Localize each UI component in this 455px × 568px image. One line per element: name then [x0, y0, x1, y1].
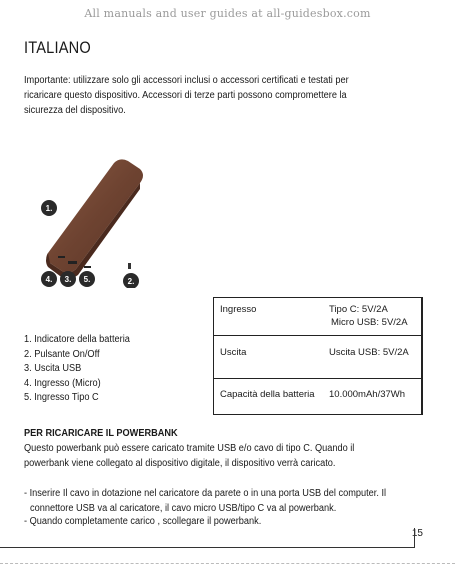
page-title: ITALIANO	[24, 38, 91, 57]
legend-item-typec-input: 5. Ingresso Tipo C	[24, 392, 99, 403]
callout-4	[41, 271, 57, 287]
spec-value: Uscita USB: 5V/2A	[329, 347, 409, 358]
specifications-table	[213, 297, 423, 415]
legend-item-micro-input: 4. Ingresso (Micro)	[24, 377, 101, 389]
spec-value: Tipo C: 5V/2A	[329, 304, 388, 315]
callout-5	[79, 271, 95, 287]
component-legend	[24, 333, 130, 406]
table-divider	[214, 378, 421, 379]
footer-rule	[0, 547, 415, 548]
charging-step-1: - Inserire Il cavo in dotazione nel caricatore da parete o in una porta USB del computer. Il	[24, 488, 387, 499]
powerbank-image	[36, 153, 146, 288]
callout-1	[41, 200, 57, 216]
svg-text:3.: 3.	[64, 275, 72, 284]
page-number: 15	[411, 528, 423, 539]
spec-label: Capacità della batteria	[220, 389, 315, 400]
svg-text:4.: 4.	[45, 275, 53, 284]
spec-value: 10.000mAh/37Wh	[329, 389, 406, 400]
footer-rule-vertical	[414, 528, 415, 547]
charging-paragraph: Questo powerbank può essere caricato tramite USB e/o cavo di tipo C. Quando il powerbank viene collegato al dispositivo digitale, il dispositivo verrà caricato.	[24, 443, 355, 469]
legend-item-usb-output: 3. Uscita USB	[24, 363, 82, 374]
legend-item-battery-indicator: 1. Indicatore della batteria	[24, 334, 130, 345]
callout-3	[60, 271, 76, 287]
svg-text:2.: 2.	[127, 277, 135, 286]
spec-value: Micro USB: 5V/2A	[331, 317, 408, 328]
legend-item-power-button: 2. Pulsante On/Off	[24, 348, 100, 360]
charging-step-2: - Quando completamente carico , scollegare il powerbank.	[24, 516, 262, 527]
callout-2	[123, 273, 139, 288]
powerbank-body	[46, 159, 143, 278]
spec-label: Uscita	[220, 347, 247, 358]
crop-marks	[0, 563, 455, 564]
spec-label: Ingresso	[220, 304, 257, 315]
watermark: All manuals and user guides at all-guidesbox.com	[84, 7, 371, 20]
svg-text:5.: 5.	[83, 275, 91, 284]
table-divider	[214, 335, 421, 336]
svg-text:1.: 1.	[45, 204, 53, 213]
intro-text: Importante: utilizzare solo gli accessori inclusi o accessori certificati e testati per ricaricare questo dispositivo. Accessori di terze parti possono compromettere la sicurezza del dispositivo.	[24, 75, 349, 116]
charging-heading: PER RICARICARE IL POWERBANK	[24, 428, 178, 439]
charging-step-1-continued: connettore USB va al caricatore, il cavo micro USB/tipo C va al powerbank.	[30, 503, 337, 514]
